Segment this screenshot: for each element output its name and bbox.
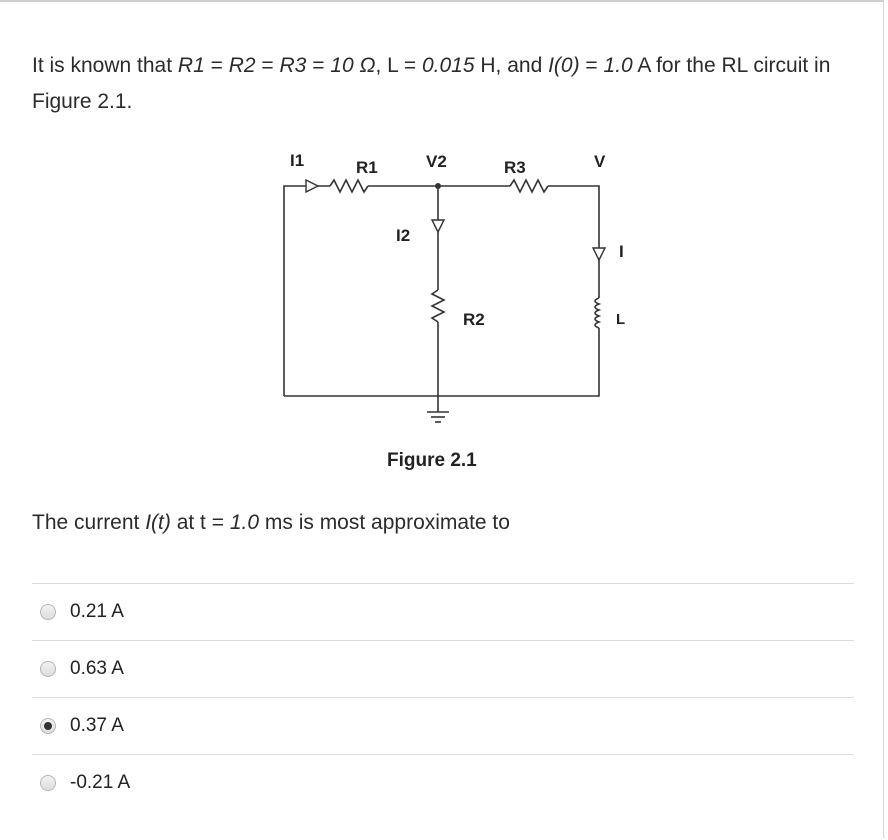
i2-arrow <box>432 220 444 232</box>
answer-options <box>32 583 854 811</box>
answer-option[interactable] <box>32 754 854 811</box>
answer-label: 0.37 A <box>70 715 124 736</box>
answer-option[interactable] <box>32 583 854 640</box>
inductor-coil <box>595 298 599 328</box>
radio-button[interactable] <box>40 604 56 620</box>
answer-option[interactable] <box>32 640 854 697</box>
right-top-wire <box>548 186 599 245</box>
label-i2: I2 <box>396 226 411 245</box>
label-i1: I1 <box>290 151 305 170</box>
label-v: V <box>594 152 606 171</box>
i-arrow <box>593 248 605 260</box>
r2-resistor <box>432 290 444 322</box>
r3-resistor <box>510 180 548 192</box>
question-prompt: The current I(t) at t = 1.0 ms is most approximate to <box>32 511 510 534</box>
label-i: I <box>619 242 624 261</box>
circuit-diagram <box>270 140 630 480</box>
label-v2: V2 <box>426 152 447 171</box>
label-r3: R3 <box>504 158 526 177</box>
figure-caption: Figure 2.1 <box>387 450 477 471</box>
radio-button[interactable] <box>40 775 56 791</box>
i1-arrow <box>306 180 318 192</box>
answer-label: 0.63 A <box>70 658 124 679</box>
node-v2-dot <box>435 183 441 189</box>
label-r2: R2 <box>463 310 485 329</box>
label-l: L <box>616 311 626 328</box>
answer-label: 0.21 A <box>70 601 124 622</box>
answer-option[interactable] <box>32 697 854 754</box>
label-r1: R1 <box>356 158 378 177</box>
answer-label: -0.21 A <box>70 772 131 793</box>
circuit-figure <box>270 140 630 480</box>
left-wire <box>284 186 330 396</box>
bottom-wire <box>284 328 599 396</box>
radio-button[interactable] <box>40 661 56 677</box>
radio-button[interactable] <box>40 718 56 734</box>
r1-resistor <box>330 180 368 192</box>
question-text: It is known that R1 = R2 = R3 = 10 Ω, L = 0.015 H, and I(0) = 1.0 A for the RL circuit in Figure 2.1. <box>32 54 831 113</box>
